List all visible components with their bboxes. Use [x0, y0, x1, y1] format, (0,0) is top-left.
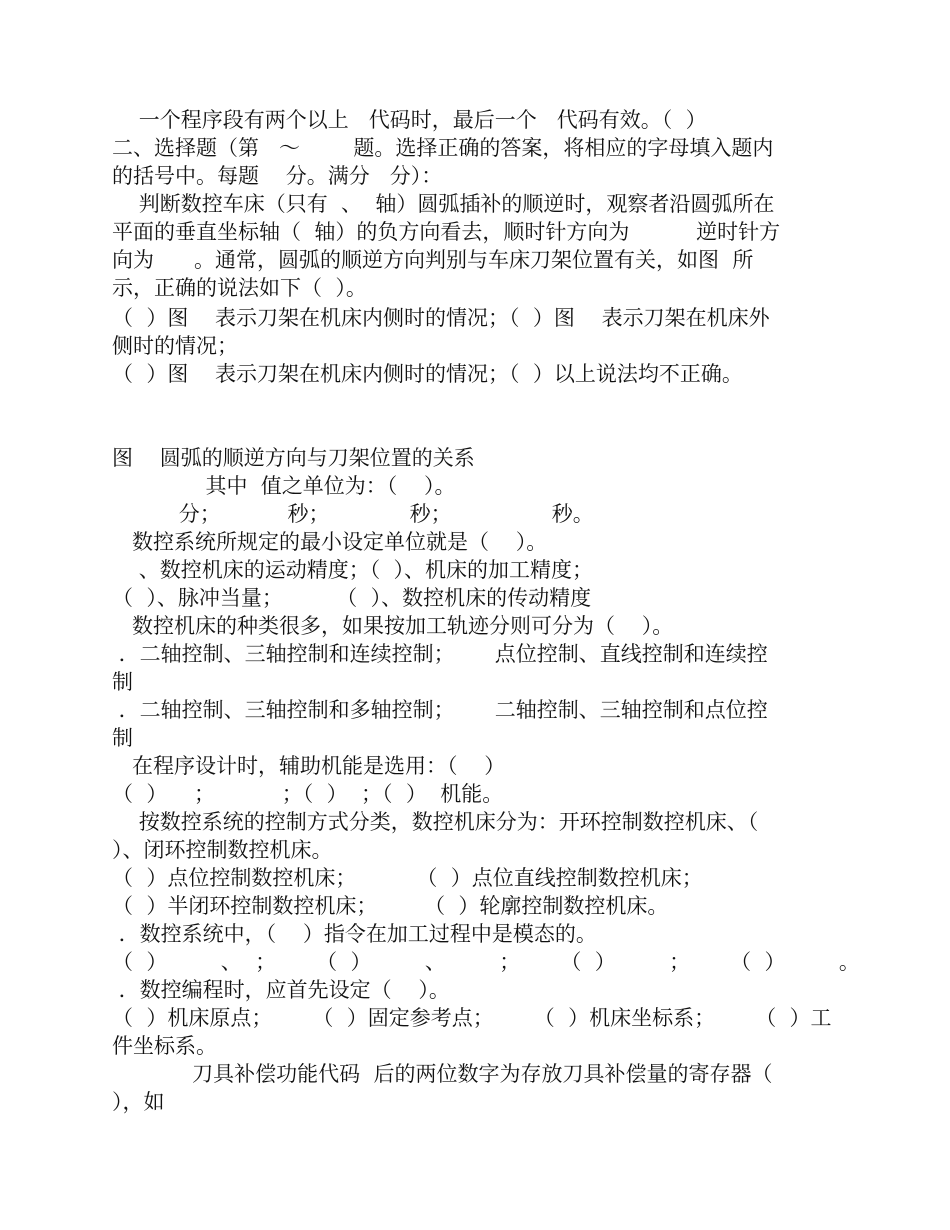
- answer-option: 件坐标系。: [112, 1034, 217, 1058]
- question-text: 按数控系统的控制方式分类，数控机床分为：开环控制数控机床、（: [112, 810, 759, 834]
- question-text: 数控机床的种类很多，如果按加工轨迹分则可分为（ ）。: [112, 614, 674, 638]
- question-text: 平面的垂直坐标轴（ 轴）的负方向看去，顺时针方向为 逆时针方: [112, 220, 781, 244]
- question-text: 其中 值之单位为：（ ）。: [112, 474, 456, 498]
- answer-option: （ ）、脉冲当量； （ ）、数控机床的传动精度: [112, 586, 592, 610]
- question-text: 向为 。通常，圆弧的顺逆方向判别与车床刀架位置有关，如图 所: [112, 248, 754, 272]
- question-text: ），如: [112, 1090, 165, 1114]
- answer-option: （ ）图 表示刀架在机床内侧时的情况；（ ）图 表示刀架在机床外: [112, 306, 770, 330]
- answer-option: （ ） ； ；（ ） ；（ ） 机能。: [112, 782, 504, 806]
- answer-option: 、数控机床的运动精度；（ ）、机床的加工精度；: [112, 558, 594, 582]
- answer-option: ．二轴控制、三轴控制和多轴控制； 二轴控制、三轴控制和点位控: [112, 698, 768, 722]
- answer-option: 分； 秒； 秒； 秒。: [112, 502, 594, 526]
- answer-option: （ ） 、 ； （ ） 、 ； （ ） ； （ ） 。: [112, 950, 860, 974]
- question-text: ）、闭环控制数控机床。: [112, 838, 333, 862]
- answer-option: （ ）点位控制数控机床； （ ）点位直线控制数控机床；: [112, 866, 703, 890]
- question-text: 数控系统所规定的最小设定单位就是（ ）。: [112, 530, 548, 554]
- answer-option: （ ）机床原点； （ ）固定参考点； （ ）机床坐标系； （ ）工: [112, 1006, 832, 1030]
- answer-option: 制: [112, 726, 133, 750]
- answer-option: （ ）图 表示刀架在机床内侧时的情况；（ ）以上说法均不正确。: [112, 362, 743, 386]
- text-line: 的括号中。每题 分。满分 分）：: [112, 164, 443, 188]
- question-text: 示，正确的说法如下（ ）。: [112, 276, 367, 300]
- answer-option: ．二轴控制、三轴控制和连续控制； 点位控制、直线控制和连续控: [112, 642, 768, 666]
- answer-option: （ ）半闭环控制数控机床； （ ）轮廓控制数控机床。: [112, 894, 669, 918]
- question-text: ．数控系统中，（ ）指令在加工过程中是模态的。: [112, 922, 597, 946]
- answer-option: 侧时的情况；: [112, 334, 238, 358]
- question-text: 刀具补偿功能代码 后的两位数字为存放刀具补偿量的寄存器（: [112, 1062, 773, 1086]
- section-heading: 二、选择题（第 ～ 题。选择正确的答案，将相应的字母填入题内: [112, 136, 774, 160]
- text-line: 一个程序段有两个以上 代码时，最后一个 代码有效。（ ）: [112, 108, 707, 132]
- question-text: 在程序设计时，辅助机能是选用：（ ）: [112, 754, 506, 778]
- question-text: ．数控编程时，应首先设定（ ）。: [112, 978, 450, 1002]
- figure-caption: 图 圆弧的顺逆方向与刀架位置的关系: [112, 446, 475, 470]
- answer-option: 制: [112, 670, 133, 694]
- question-text: 判断数控车床（只有 、 轴）圆弧插补的顺逆时，观察者沿圆弧所在: [112, 192, 775, 216]
